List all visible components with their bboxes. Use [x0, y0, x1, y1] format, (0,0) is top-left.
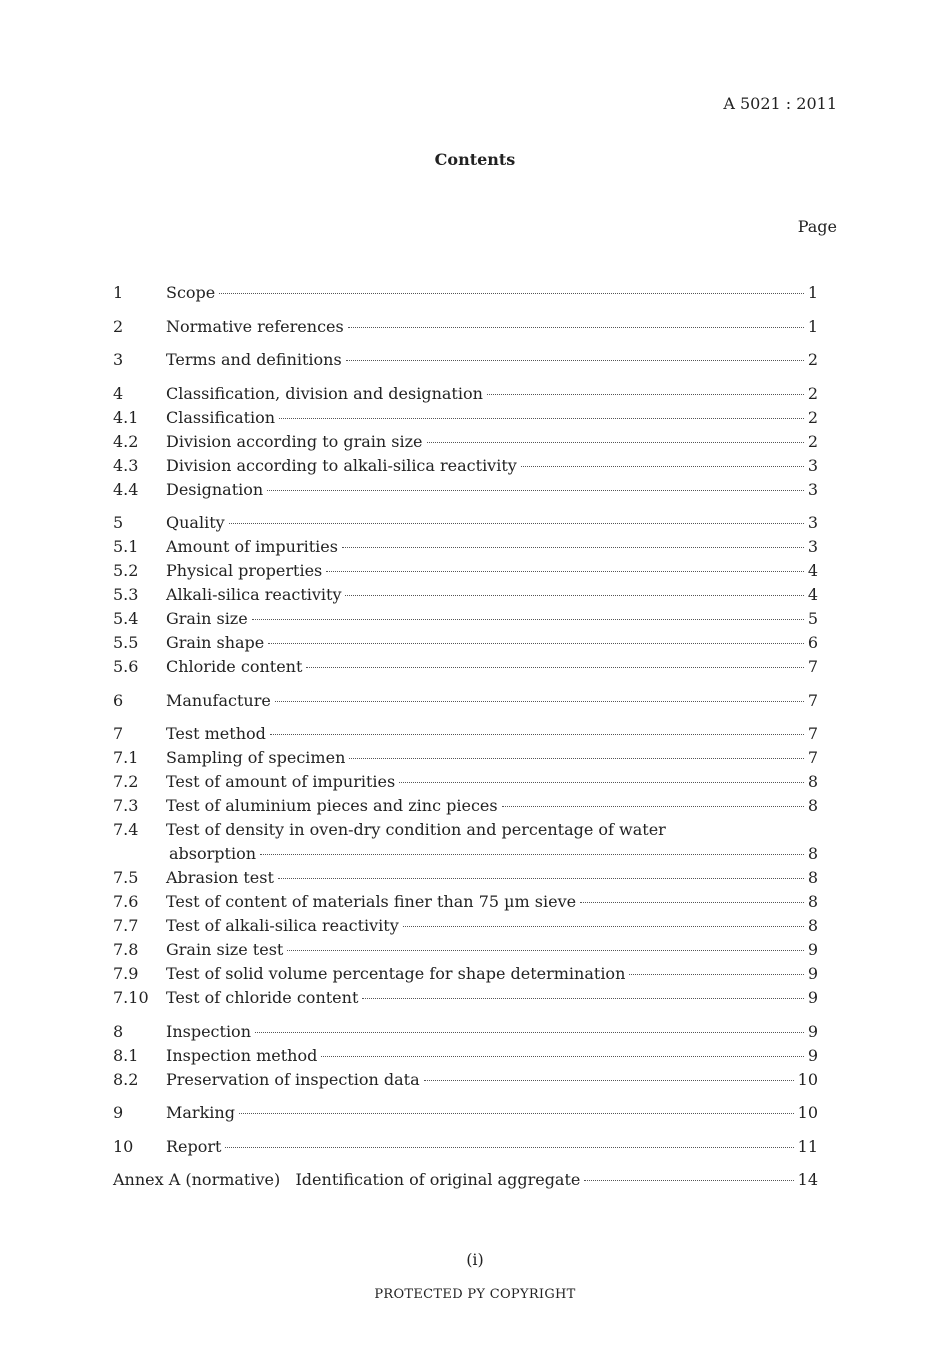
- toc-entry-number: 7.5: [113, 868, 139, 887]
- toc-entry-number: 4.1: [113, 407, 139, 427]
- toc-entry-label: Report: [166, 1136, 222, 1156]
- toc-entry[interactable]: [113, 868, 818, 892]
- dot-leader: [321, 1056, 803, 1057]
- toc-entry[interactable]: [113, 384, 818, 408]
- toc-entry-label: Test method: [166, 724, 266, 743]
- toc-entry-number: 8.1: [113, 1045, 139, 1065]
- toc-entry-number: 5.5: [113, 633, 139, 652]
- toc-entry-label: Test of solid volume percentage for shape determination: [166, 964, 626, 983]
- toc-entry-label: Test of chloride content: [166, 988, 359, 1007]
- toc-entry-label: Division according to grain size: [166, 431, 423, 451]
- toc-entry[interactable]: [113, 772, 818, 796]
- toc-entry-label: Inspection method: [166, 1045, 318, 1065]
- toc-entry-number: 4.3: [113, 455, 139, 475]
- dot-leader: [403, 926, 804, 927]
- toc-entry-number: 5: [113, 513, 124, 532]
- toc-entry[interactable]: [113, 724, 818, 748]
- toc-entry-page: 2: [807, 431, 818, 451]
- toc-entry-page: 7: [807, 724, 818, 743]
- toc-entry[interactable]: [113, 964, 818, 988]
- dot-leader: [345, 595, 803, 596]
- toc-entry-page: 7: [807, 657, 818, 676]
- toc-entry-page: 2: [807, 407, 818, 427]
- toc-entry-label: Classification, division and designation: [166, 383, 483, 403]
- toc-entry-page: 8: [807, 772, 818, 791]
- toc-entry-label: Classification: [166, 407, 276, 427]
- toc-entry-page: 7: [807, 690, 818, 710]
- toc-entry-number: 6: [113, 690, 124, 710]
- toc-entry-label: Quality: [166, 513, 225, 532]
- toc-entry-page: 8: [807, 916, 818, 935]
- toc-entry[interactable]: [113, 1170, 818, 1194]
- toc-entry-page: 9: [807, 964, 818, 983]
- toc-entry[interactable]: [113, 317, 818, 341]
- dot-leader: [239, 1113, 794, 1114]
- toc-entry[interactable]: [113, 1103, 818, 1127]
- toc-entry-label-continued: absorption: [169, 844, 256, 863]
- dot-leader: [267, 490, 804, 491]
- toc-entry[interactable]: [113, 537, 818, 561]
- toc-entry[interactable]: [113, 748, 818, 772]
- toc-entry[interactable]: [113, 350, 818, 374]
- toc-entry-label: Inspection: [166, 1021, 251, 1041]
- dot-leader: [278, 878, 804, 879]
- toc-entry-page: 14: [797, 1170, 818, 1189]
- toc-entry-page: 10: [797, 1103, 818, 1122]
- dot-leader: [362, 998, 803, 999]
- toc-entry[interactable]: [113, 796, 818, 820]
- dot-leader: [255, 1032, 804, 1033]
- toc-entry[interactable]: [113, 432, 818, 456]
- toc-entry-page: 11: [797, 1136, 818, 1156]
- footer-page-number: (i): [466, 1250, 484, 1269]
- dot-leader: [584, 1180, 793, 1181]
- toc-entry-label: Terms and definitions: [166, 350, 342, 369]
- dot-leader: [487, 394, 804, 395]
- toc-entry-label: Test of density in oven-dry condition and percentage of water: [166, 820, 666, 839]
- dot-leader: [225, 1147, 793, 1148]
- toc-entry-number: 9: [113, 1103, 124, 1122]
- toc-entry[interactable]: [113, 657, 818, 681]
- toc-entry-label: Division according to alkali-silica reactivity: [166, 455, 517, 475]
- toc-entry-label: Sampling of specimen: [166, 748, 346, 767]
- toc-entry-label: Scope: [166, 283, 216, 302]
- toc-entry-label: Test of content of materials finer than 75 µm sieve: [166, 892, 577, 911]
- toc-entry-label: Manufacture: [166, 690, 271, 710]
- toc-entry-label: Test of amount of impurities: [166, 772, 396, 791]
- toc-entry-number: 5.3: [113, 585, 139, 604]
- dot-leader: [275, 701, 804, 702]
- toc-entry[interactable]: [113, 1046, 818, 1070]
- toc-entry-label: Test of aluminium pieces and zinc pieces: [166, 796, 498, 815]
- dot-leader: [252, 619, 804, 620]
- dot-leader: [270, 734, 804, 735]
- toc-entry-number: 7.10: [113, 988, 149, 1007]
- toc-entry[interactable]: [113, 988, 818, 1012]
- toc-entry-number: 5.2: [113, 561, 139, 580]
- toc-entry-page: 5: [807, 609, 818, 628]
- toc-entry-number: 7.1: [113, 748, 139, 767]
- page-title: Contents: [434, 150, 516, 169]
- toc-entry[interactable]: [113, 691, 818, 715]
- dot-leader: [346, 360, 804, 361]
- toc-entry-page: 8: [807, 844, 818, 863]
- dot-leader: [260, 854, 804, 855]
- dot-leader: [399, 782, 804, 783]
- toc-entry-page: 3: [807, 455, 818, 475]
- toc-entry[interactable]: [113, 1137, 818, 1161]
- toc-entry-page: 8: [807, 868, 818, 887]
- toc-entry-page: 7: [807, 748, 818, 767]
- toc-entry-page: 1: [807, 316, 818, 336]
- toc-entry-label: Chloride content: [166, 657, 303, 676]
- toc-entry-label: Physical properties: [166, 561, 323, 580]
- toc-entry[interactable]: [113, 633, 818, 657]
- toc-entry-number: 2: [113, 316, 124, 336]
- toc-entry[interactable]: [113, 1070, 818, 1094]
- dot-leader: [342, 547, 804, 548]
- dot-leader: [580, 902, 804, 903]
- toc-entry-label: Alkali-silica reactivity: [166, 585, 342, 604]
- toc-entry-page: 3: [807, 537, 818, 556]
- toc-entry[interactable]: [113, 940, 818, 964]
- toc-entry-page: 8: [807, 892, 818, 911]
- toc-entry-number: 7.3: [113, 796, 139, 815]
- toc-entry-number: 5.6: [113, 657, 139, 676]
- toc-entry-label: Normative references: [166, 316, 344, 336]
- dot-leader: [229, 523, 804, 524]
- toc-entry[interactable]: [113, 480, 818, 504]
- dot-leader: [349, 758, 803, 759]
- toc-entry-label: Grain size test: [166, 940, 284, 959]
- dot-leader: [427, 442, 804, 443]
- toc-entry-number: 7: [113, 724, 124, 743]
- toc-entry-label: Marking: [166, 1103, 235, 1122]
- toc-entry-page: 10: [797, 1069, 818, 1089]
- toc-entry[interactable]: [113, 585, 818, 609]
- toc-entry-page: 9: [807, 988, 818, 1007]
- dot-leader: [348, 327, 804, 328]
- table-of-contents: [113, 283, 818, 1194]
- toc-entry-page: 6: [807, 633, 818, 652]
- toc-entry-number: 7.9: [113, 964, 139, 983]
- toc-entry-number: 7.7: [113, 916, 139, 935]
- dot-leader: [502, 806, 804, 807]
- toc-entry-page: 3: [807, 513, 818, 532]
- toc-entry-number: 8.2: [113, 1069, 139, 1089]
- dot-leader: [629, 974, 803, 975]
- dot-leader: [287, 950, 803, 951]
- toc-entry[interactable]: [113, 609, 818, 633]
- toc-entry-number: 1: [113, 283, 124, 302]
- dot-leader: [424, 1080, 794, 1081]
- toc-entry-page: 3: [807, 479, 818, 499]
- toc-entry-number: 4.2: [113, 431, 139, 451]
- toc-entry-number: 8: [113, 1021, 124, 1041]
- toc-entry-page: 8: [807, 796, 818, 815]
- toc-entry-page: 9: [807, 940, 818, 959]
- toc-entry-number: 7.6: [113, 892, 139, 911]
- dot-leader: [219, 293, 804, 294]
- dot-leader: [326, 571, 804, 572]
- toc-entry-page: 4: [807, 561, 818, 580]
- toc-entry-number: 7.2: [113, 772, 139, 791]
- toc-entry-label: Grain shape: [166, 633, 265, 652]
- copyright-notice: PROTECTED PY COPYRIGHT: [374, 1287, 576, 1302]
- dot-leader: [279, 418, 804, 419]
- toc-entry-page: 9: [807, 1045, 818, 1065]
- toc-entry[interactable]: [113, 561, 818, 585]
- toc-entry-label: Test of alkali-silica reactivity: [166, 916, 399, 935]
- page-column-heading: Page: [797, 217, 837, 236]
- toc-entry[interactable]: [113, 892, 818, 916]
- toc-entry[interactable]: [113, 408, 818, 432]
- standard-number: A 5021 : 2011: [723, 94, 837, 113]
- toc-entry-label: Preservation of inspection data: [166, 1069, 420, 1089]
- toc-entry-label: Designation: [166, 479, 264, 499]
- dot-leader: [268, 643, 804, 644]
- toc-entry[interactable]: [113, 1022, 818, 1046]
- toc-entry-number: 4: [113, 383, 124, 403]
- toc-entry[interactable]: [113, 916, 818, 940]
- toc-entry-label: Annex A (normative) Identification of original aggregate: [113, 1170, 581, 1189]
- toc-entry[interactable]: [113, 513, 818, 537]
- toc-entry-number: 4.4: [113, 479, 139, 499]
- toc-entry-label: Grain size: [166, 609, 248, 628]
- toc-entry-number: 3: [113, 350, 124, 369]
- toc-entry-continuation[interactable]: [113, 844, 818, 868]
- toc-entry[interactable]: [113, 456, 818, 480]
- toc-entry-number: 7.8: [113, 940, 139, 959]
- toc-entry-page: 2: [807, 350, 818, 369]
- toc-entry-number: 7.4: [113, 820, 139, 839]
- toc-entry-page: 1: [807, 283, 818, 302]
- toc-entry[interactable]: [113, 820, 818, 844]
- toc-entry-number: 10: [113, 1136, 134, 1156]
- toc-entry-number: 5.1: [113, 537, 139, 556]
- dot-leader: [521, 466, 804, 467]
- dot-leader: [306, 667, 803, 668]
- toc-entry[interactable]: [113, 283, 818, 307]
- toc-entry-page: 2: [807, 383, 818, 403]
- toc-entry-page: 9: [807, 1021, 818, 1041]
- toc-entry-number: 5.4: [113, 609, 139, 628]
- toc-entry-label: Abrasion test: [166, 868, 274, 887]
- toc-entry-page: 4: [807, 585, 818, 604]
- toc-entry-label: Amount of impurities: [166, 537, 338, 556]
